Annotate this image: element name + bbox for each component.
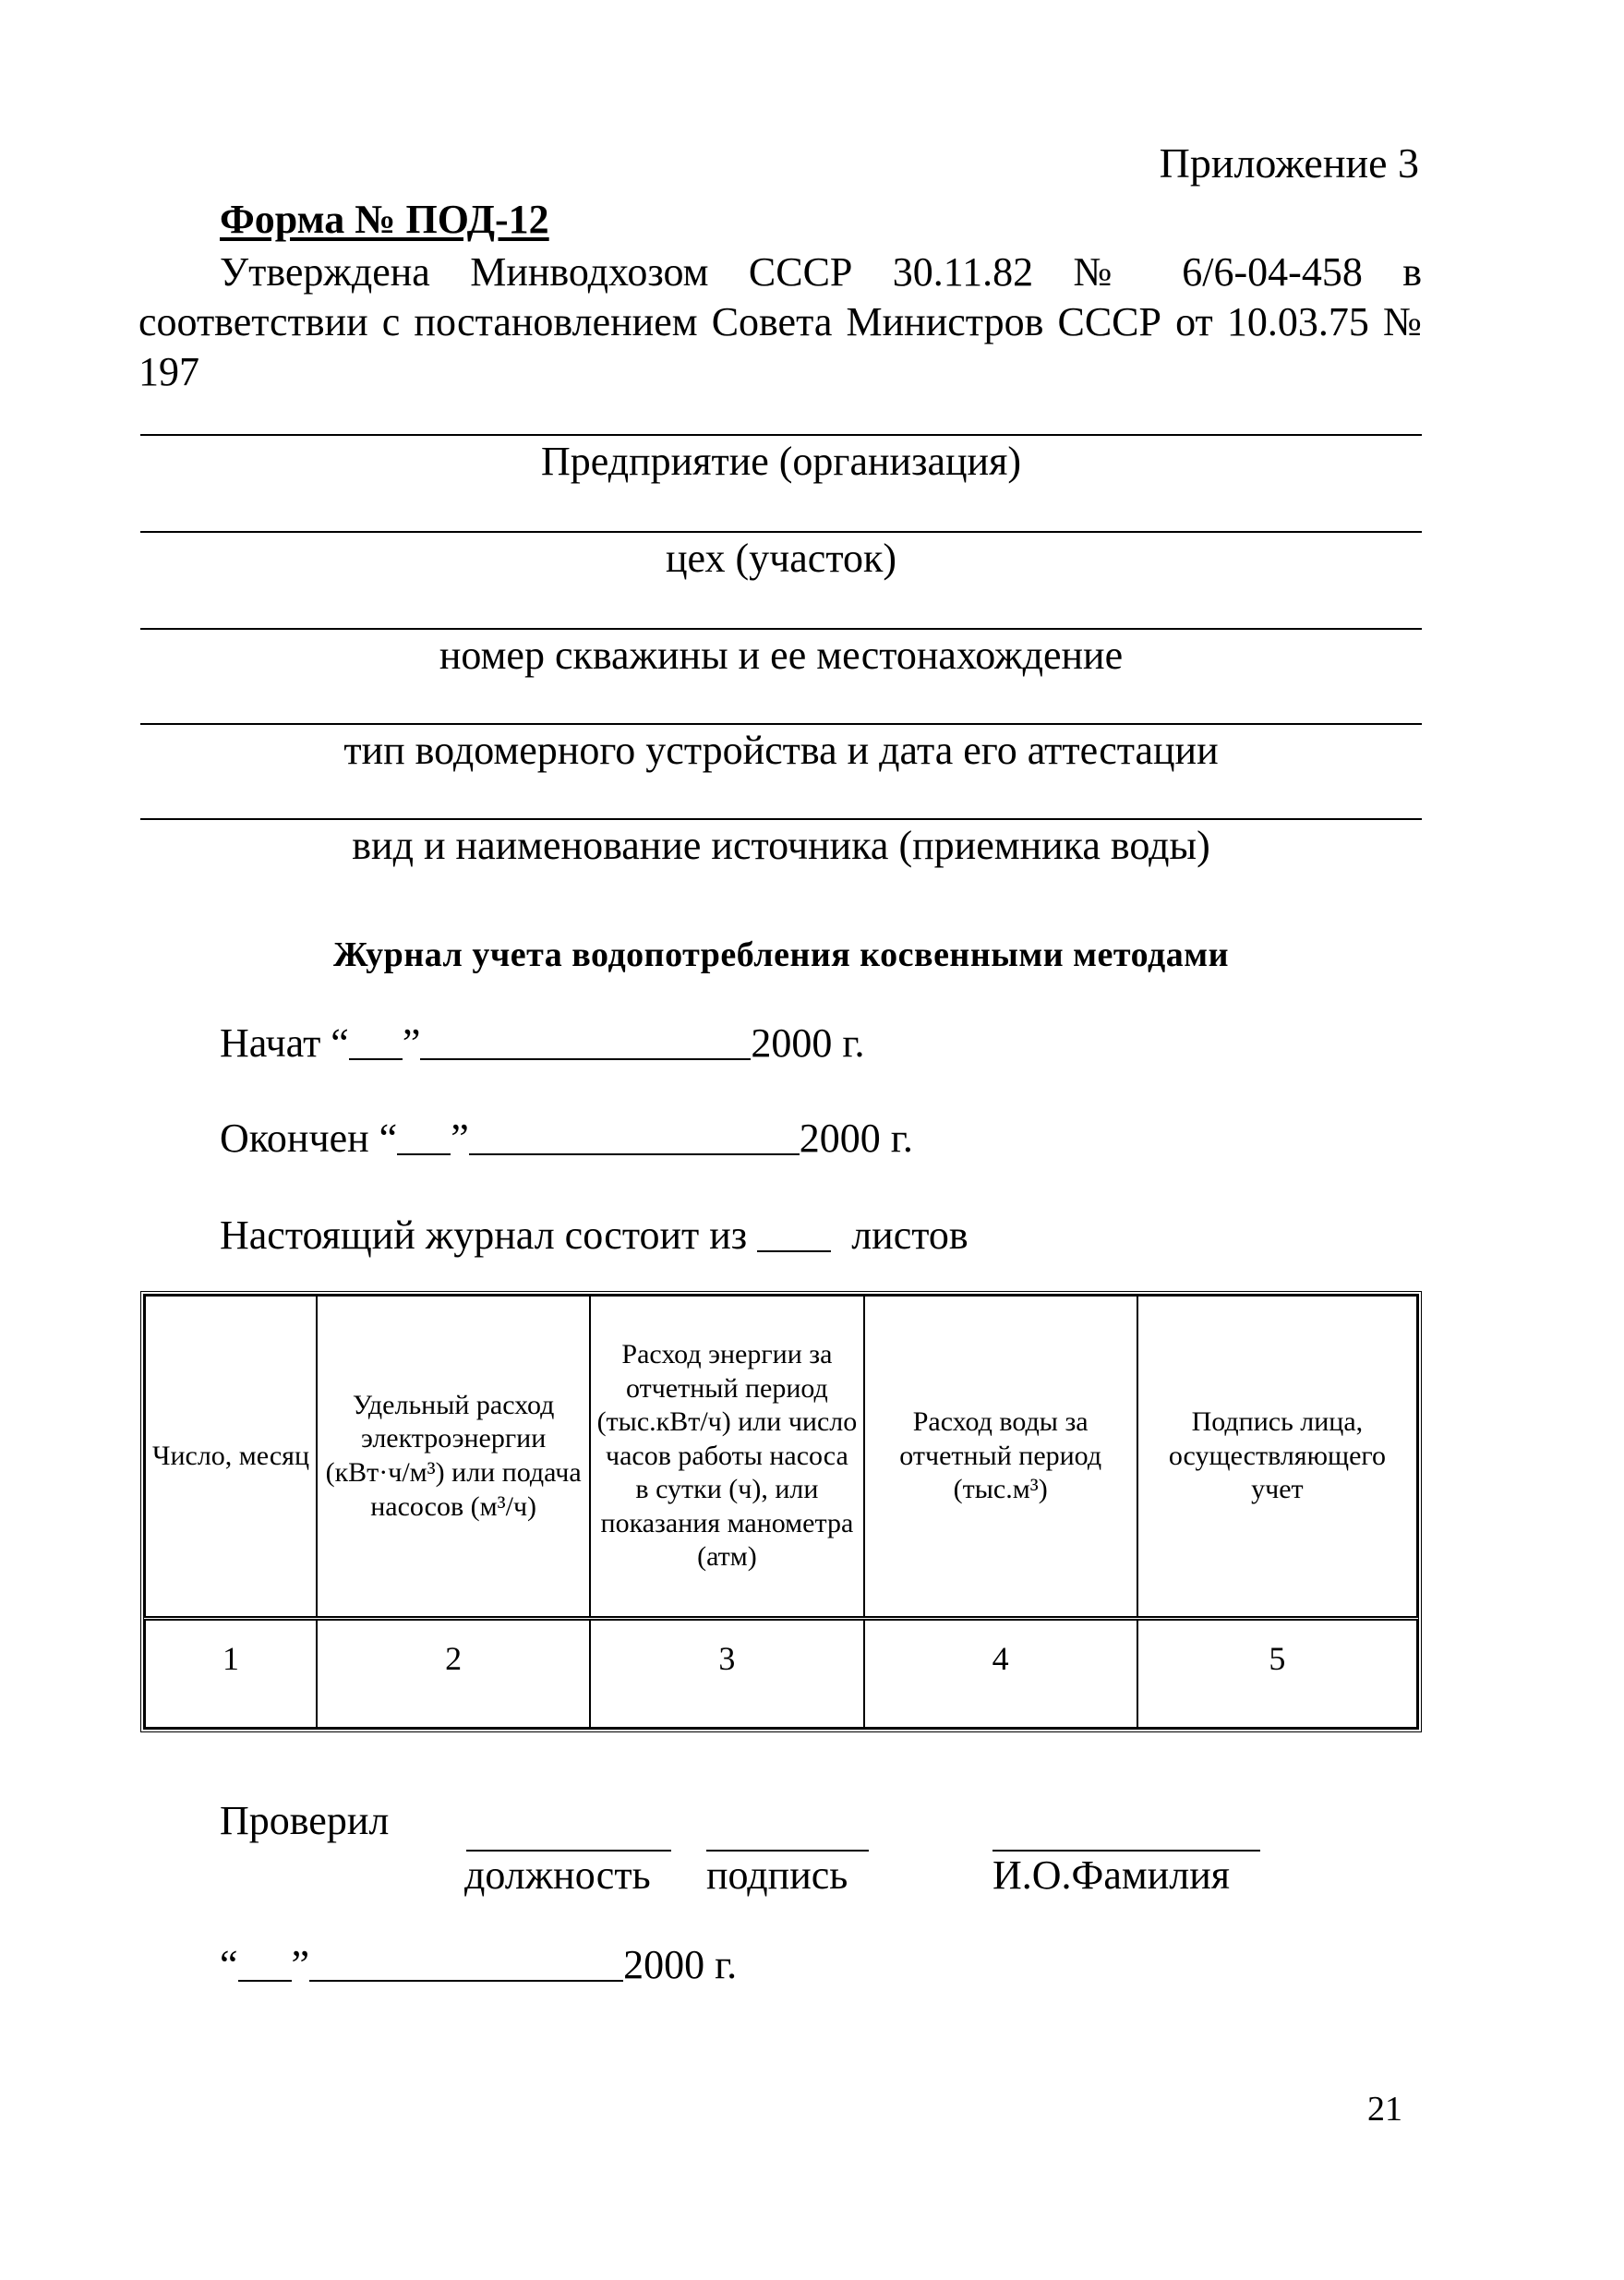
close-quote: ”: [291, 1942, 310, 1987]
field-line-well: [140, 628, 1422, 630]
month-blank[interactable]: [420, 1018, 751, 1060]
ended-row: [220, 1113, 913, 1163]
field-line-enterprise: [140, 434, 1422, 436]
journal-table: [140, 1291, 1422, 1732]
day-blank[interactable]: [349, 1018, 403, 1060]
field-caption-meter: тип водомерного устройства и дата его аттестации: [343, 728, 1219, 773]
month-blank[interactable]: [469, 1113, 800, 1155]
journal-title: Журнал учета водопотребления косвенными методами: [333, 935, 1229, 974]
sheets-row: [220, 1210, 968, 1260]
day-blank[interactable]: [397, 1113, 451, 1155]
column-number: 1: [145, 1619, 317, 1729]
approval-text: Утверждена Минводхозом СССР 30.11.82 № 6/6-04-458 в соответствии с постановлением Совета Министров СССР от 10.03.75 № 197: [138, 249, 1422, 395]
sheets-suffix: листов: [851, 1212, 968, 1258]
page-number: 21: [1367, 2090, 1402, 2129]
column-header-specific-consumption: Удельный расход электроэнергии (кВт·ч/м³) или подача насосов (м³/ч): [317, 1296, 590, 1619]
table-row: [145, 1619, 1417, 1729]
column-number: 3: [590, 1619, 863, 1729]
column-number: 2: [317, 1619, 590, 1729]
full-name-label: И.О.Фамилия: [992, 1852, 1230, 1898]
month-blank[interactable]: [309, 1939, 623, 1982]
signature-label: подпись: [706, 1852, 848, 1898]
field-caption-workshop: цех (участок): [665, 536, 896, 581]
ended-label: Окончен: [220, 1116, 369, 1161]
started-label: Начат: [220, 1020, 321, 1066]
year-label: 2000 г.: [799, 1116, 913, 1161]
open-quote: “: [331, 1020, 349, 1066]
close-quote: ”: [402, 1020, 421, 1066]
table-header-row: [145, 1296, 1417, 1619]
sheets-prefix: Настоящий журнал состоит из: [220, 1212, 748, 1258]
form-number: Форма № ПОД-12: [220, 197, 549, 242]
started-row: [220, 1018, 864, 1068]
check-date-row: [220, 1939, 737, 1989]
checked-label: Проверил: [220, 1798, 390, 1843]
open-quote: “: [220, 1942, 238, 1987]
year-label: 2000 г.: [623, 1942, 738, 1987]
close-quote: ”: [451, 1116, 469, 1161]
year-label: 2000 г.: [751, 1020, 865, 1066]
column-header-date: Число, месяц: [145, 1296, 317, 1619]
column-number: 4: [864, 1619, 1137, 1729]
column-header-water-consumption: Расход воды за отчетный период (тыс.м³): [864, 1296, 1137, 1619]
field-caption-well: номер скважины и ее местонахождение: [439, 633, 1124, 678]
open-quote: “: [379, 1116, 398, 1161]
field-line-source: [140, 818, 1422, 820]
appendix-label: Приложение 3: [1159, 139, 1419, 187]
column-header-signature: Подпись лица, осуществляющего учет: [1137, 1296, 1417, 1619]
field-line-meter: [140, 723, 1422, 725]
field-caption-enterprise: Предприятие (организация): [541, 439, 1021, 484]
field-line-workshop: [140, 531, 1422, 533]
day-blank[interactable]: [238, 1939, 292, 1982]
field-caption-source: вид и наименование источника (приемника воды): [352, 823, 1210, 868]
position-label: должность: [464, 1852, 651, 1898]
column-header-energy-consumption: Расход энергии за отчетный период (тыс.кВт/ч) или число часов работы насоса в сутки (ч), или показания манометра (атм): [590, 1296, 863, 1619]
sheets-count-blank[interactable]: [757, 1210, 831, 1252]
column-number: 5: [1137, 1619, 1417, 1729]
